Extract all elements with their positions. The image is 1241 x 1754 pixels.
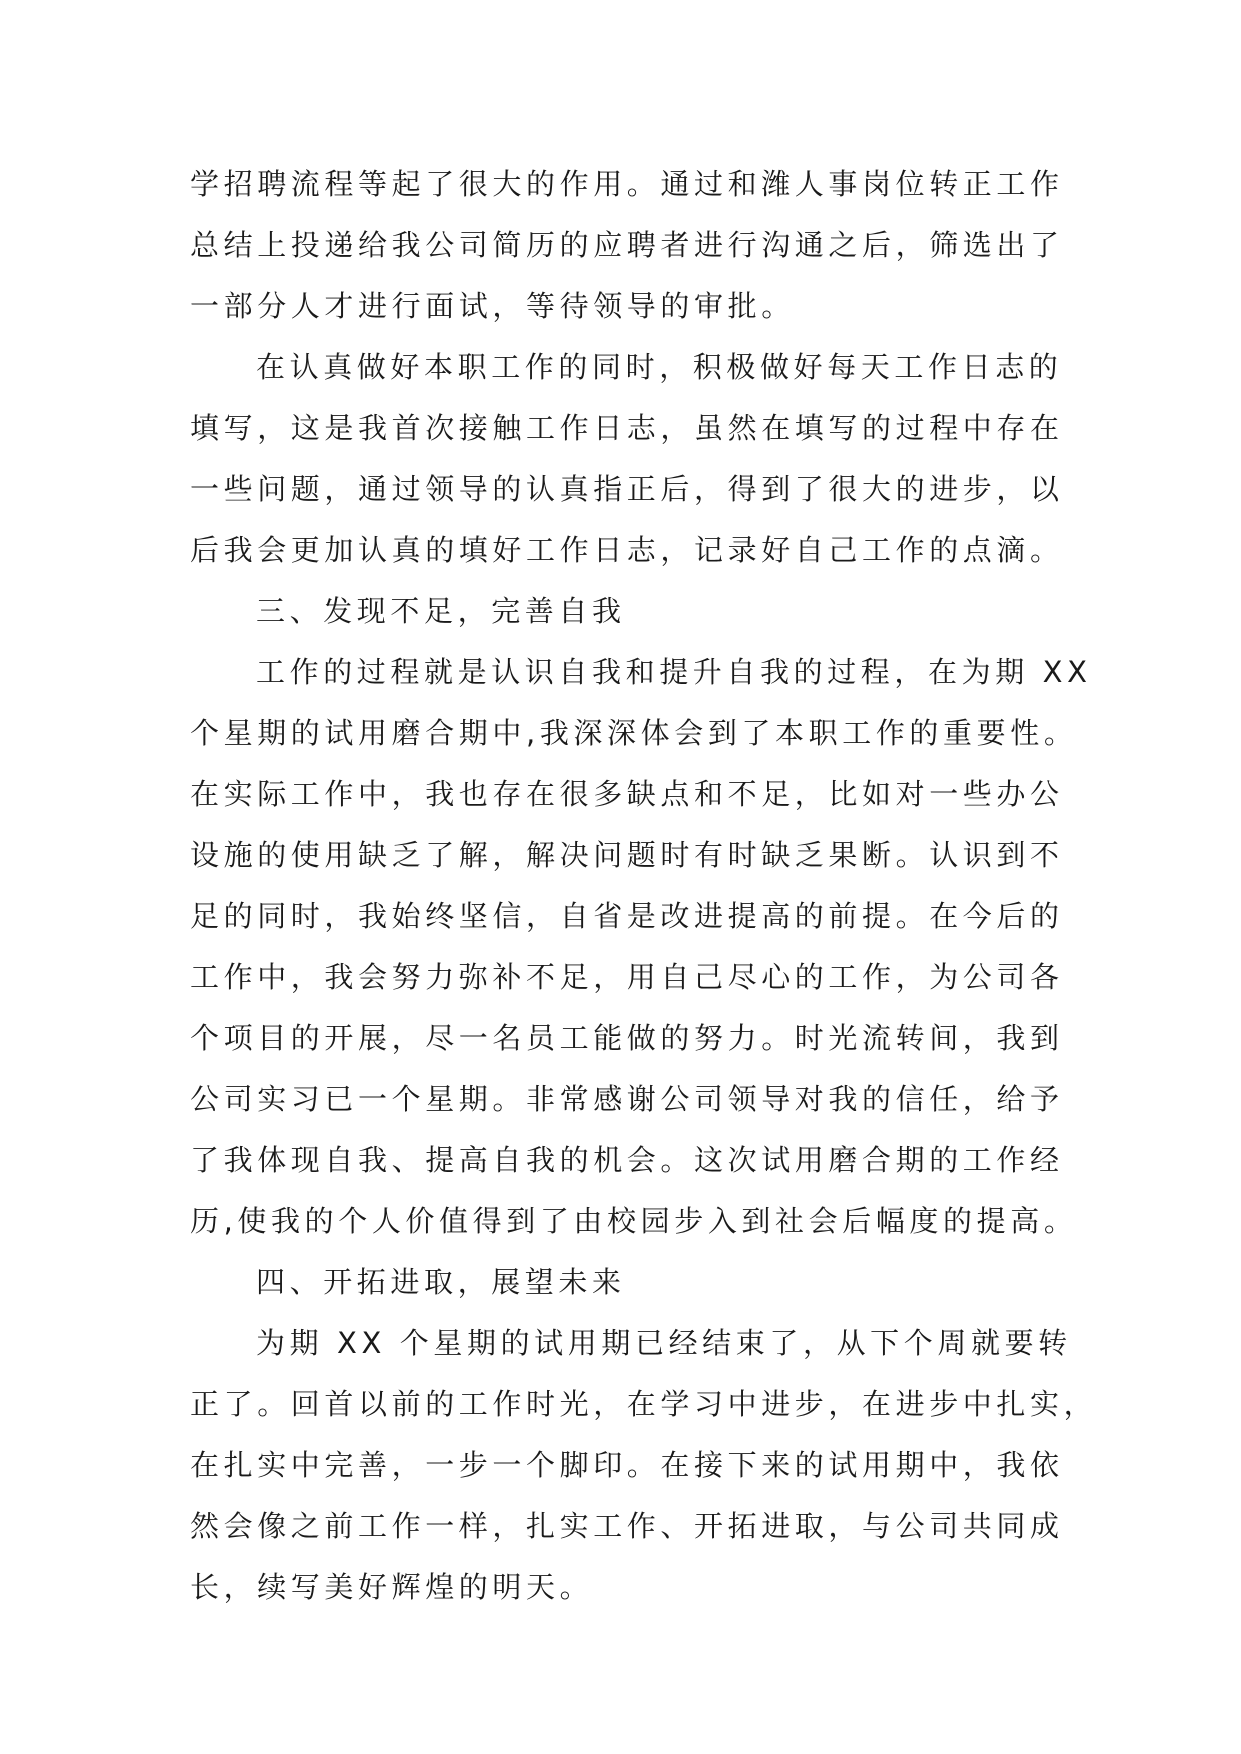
text-line: 个星期的试用磨合期中,我深深体会到了本职工作的重要性。 — [190, 716, 1078, 750]
text-line: 个项目的开展，尽一名员工能做的努力。时光流转间，我到 — [190, 1021, 1064, 1055]
document-body — [190, 154, 1098, 1618]
text-line: 设施的使用缺乏了解，解决问题时有时缺乏果断。认识到不 — [190, 838, 1064, 872]
text-line: 然会像之前工作一样，扎实工作、开拓进取，与公司共同成 — [190, 1509, 1064, 1543]
text-line: 长，续写美好辉煌的明天。 — [190, 1570, 594, 1604]
text-line: 一些问题，通过领导的认真指正后，得到了很大的进步，以 — [190, 472, 1064, 506]
text-line: 正了。回首以前的工作时光，在学习中进步，在进步中扎实， — [190, 1387, 1098, 1421]
section-heading: 三、发现不足，完善自我 — [256, 594, 626, 628]
text-line: 一部分人才进行面试，等待领导的审批。 — [190, 289, 795, 323]
text-line: 在实际工作中，我也存在很多缺点和不足，比如对一些办公 — [190, 777, 1064, 811]
text-line: 足的同时，我始终坚信，自省是改进提高的前提。在今后的 — [190, 899, 1064, 933]
text-line: 了我体现自我、提高自我的机会。这次试用磨合期的工作经 — [190, 1143, 1064, 1177]
text-line: 历,使我的个人价值得到了由校园步入到社会后幅度的提高。 — [190, 1204, 1078, 1238]
text-line: 总结上投递给我公司简历的应聘者进行沟通之后，筛选出了 — [190, 228, 1064, 262]
paragraph-first-line: 工作的过程就是认识自我和提升自我的过程，在为期 XX — [256, 655, 1092, 689]
text-line: 学招聘流程等起了很大的作用。通过和潍人事岗位转正工作 — [190, 167, 1064, 201]
text-line: 工作中，我会努力弥补不足，用自己尽心的工作，为公司各 — [190, 960, 1064, 994]
text-line: 公司实习已一个星期。非常感谢公司领导对我的信任，给予 — [190, 1082, 1064, 1116]
text-line: 在扎实中完善，一步一个脚印。在接下来的试用期中，我依 — [190, 1448, 1064, 1482]
text-line: 后我会更加认真的填好工作日志，记录好自己工作的点滴。 — [190, 533, 1064, 567]
text-line: 填写，这是我首次接触工作日志，虽然在填写的过程中存在 — [190, 411, 1064, 445]
paragraph-first-line: 在认真做好本职工作的同时，积极做好每天工作日志的 — [256, 350, 1063, 384]
section-heading: 四、开拓进取，展望未来 — [256, 1265, 626, 1299]
paragraph-first-line: 为期 XX 个星期的试用期已经结束了，从下个周就要转 — [256, 1326, 1072, 1360]
